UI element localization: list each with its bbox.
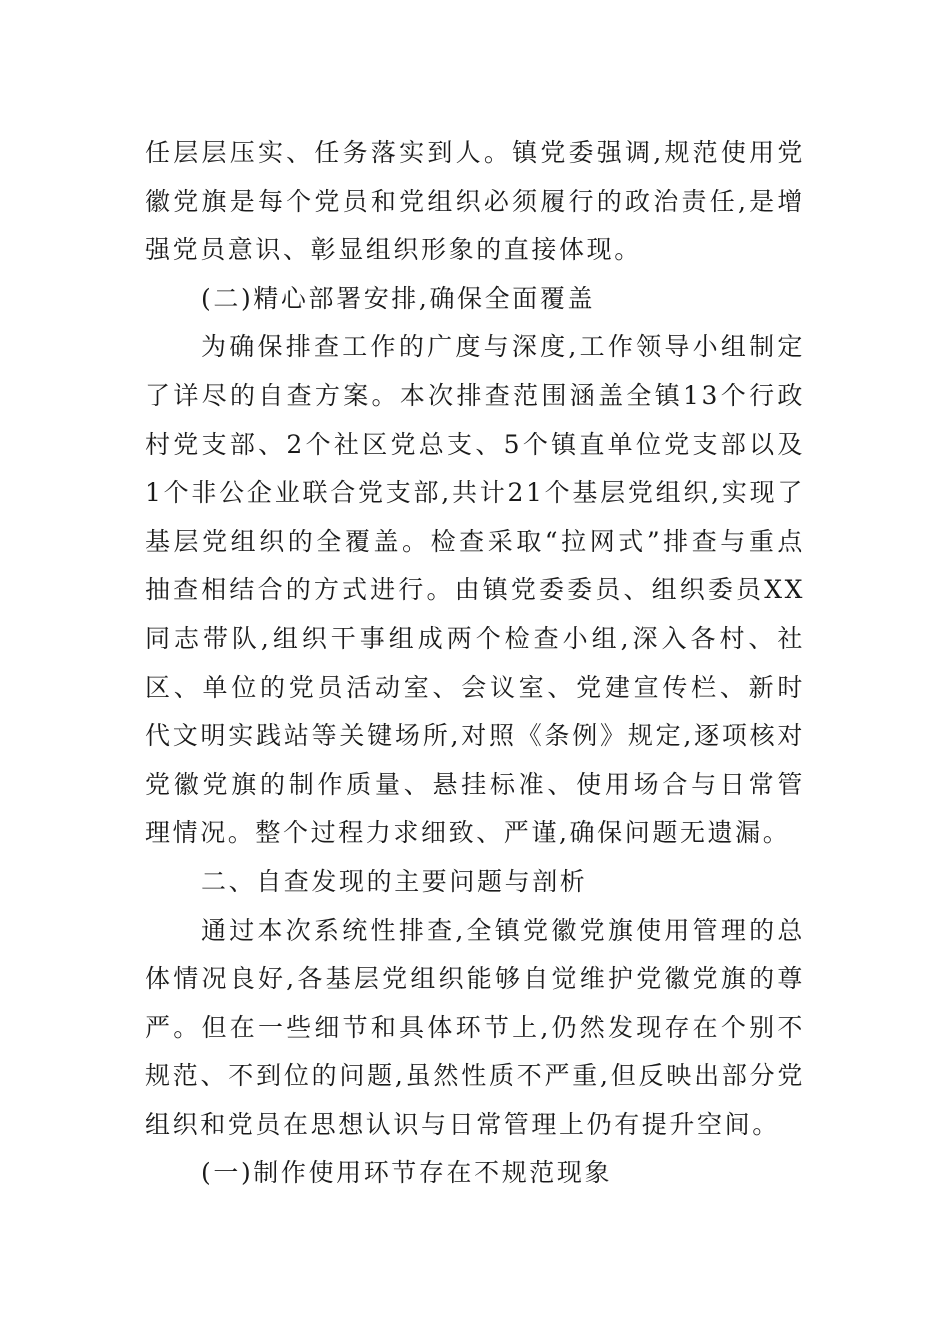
subheading-production-issues: (一)制作使用环节存在不规范现象 bbox=[201, 1158, 613, 1188]
document-body bbox=[145, 129, 805, 1198]
subheading-deployment: (二)精心部署安排,确保全面覆盖 bbox=[201, 283, 596, 313]
paragraph-continuation: 任层层压实、任务落实到人。镇党委强调,规范使用党徽党旗是每个党员和党组织必须履行的政治责任,是增强党员意识、彰显组织形象的直接体现。 bbox=[145, 138, 805, 265]
paragraph-scope: 为确保排查工作的广度与深度,工作领导小组制定了详尽的自查方案。本次排查范围涵盖全镇13个行政村党支部、2个社区党总支、5个镇直单位党支部以及1个非公企业联合党支部,共计21个基层党组织,实现了基层党组织的全覆盖。检查采取“拉网式”排查与重点抽查相结合的方式进行。由镇党委委员、组织委员XX同志带队,组织干事组成两个检查小组,深入各村、社区、单位的党员活动室、会议室、党建宣传栏、新时代文明实践站等关键场所,对照《条例》规定,逐项核对党徽党旗的制作质量、悬挂标准、使用场合与日常管理情况。整个过程力求细致、严谨,确保问题无遗漏。 bbox=[145, 332, 805, 848]
paragraph-overview: 通过本次系统性排查,全镇党徽党旗使用管理的总体情况良好,各基层党组织能够自觉维护党徽党旗的尊严。但在一些细节和具体环节上,仍然发现存在个别不规范、不到位的问题,虽然性质不严重,但反映出部分党组织和党员在思想认识与日常管理上仍有提升空间。 bbox=[145, 915, 805, 1139]
heading-problems: 二、自查发现的主要问题与剖析 bbox=[201, 866, 588, 896]
